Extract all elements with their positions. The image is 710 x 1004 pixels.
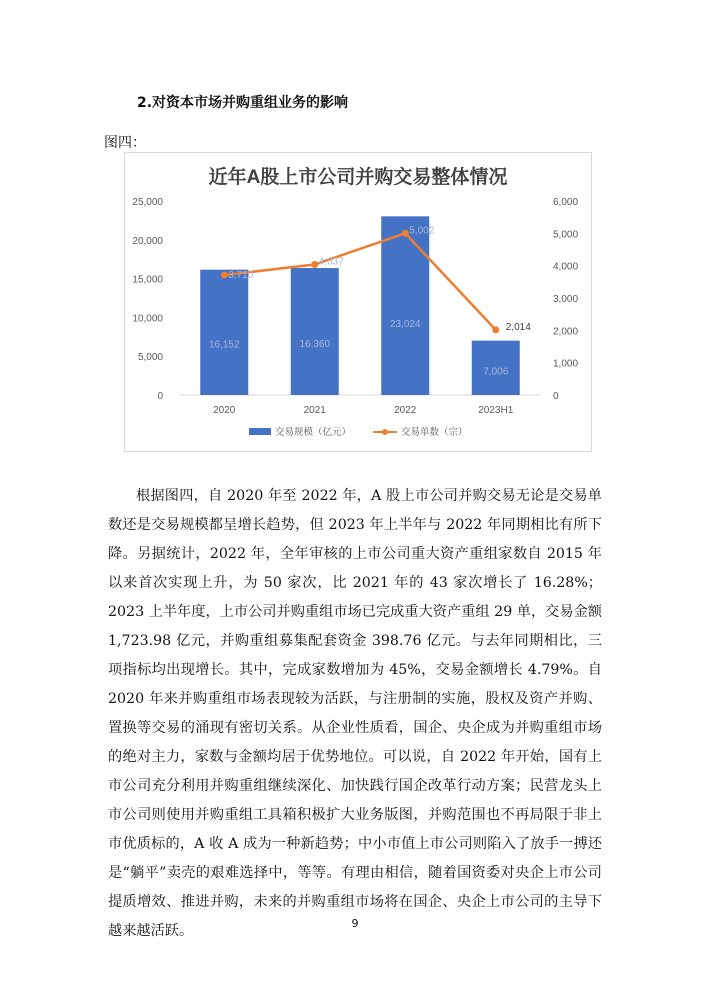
y-right-tick-label: 4,000	[553, 261, 579, 273]
line-value-label: 5,002	[409, 225, 435, 237]
legend-bar-swatch	[249, 428, 271, 435]
legend-line-label: 交易单数（宗）	[401, 427, 468, 438]
line-value-label: 4,037	[318, 256, 344, 268]
x-tick-label: 2021	[303, 405, 326, 416]
line-value-label: 3,710	[228, 270, 254, 282]
y-left-tick-label: 0	[157, 391, 163, 402]
bar	[291, 268, 339, 395]
bar	[381, 216, 429, 395]
chart-title: 近年A股上市公司并购交易整体情况	[208, 167, 508, 188]
x-tick-label: 2022	[394, 405, 417, 416]
y-right-tick-label: 0	[553, 391, 559, 402]
legend-line-marker	[382, 429, 388, 435]
bar	[200, 270, 248, 395]
y-right-tick-label: 6,000	[553, 197, 579, 208]
line-point	[402, 230, 409, 237]
bar-value-label: 23,024	[389, 319, 421, 331]
bar-value-label: 16,360	[299, 338, 331, 350]
y-right-tick-label: 2,000	[553, 326, 579, 338]
y-left-tick-label: 15,000	[132, 274, 163, 286]
line-point	[311, 261, 318, 268]
line-series-path	[224, 233, 496, 330]
x-tick-label: 2023H1	[478, 405, 514, 416]
y-left-tick-label: 25,000	[132, 197, 163, 208]
x-tick-label: 2020	[213, 405, 236, 416]
y-right-tick-label: 1,000	[553, 358, 579, 370]
bar-value-label: 16,152	[208, 339, 240, 351]
figure-label: 图四：	[104, 135, 146, 151]
page-number: 9	[351, 917, 359, 930]
y-right-tick-label: 5,000	[553, 229, 579, 241]
legend-bar-label: 交易规模（亿元）	[275, 427, 352, 438]
chart-svg	[125, 153, 591, 451]
y-left-tick-label: 10,000	[132, 313, 163, 325]
chart-container	[124, 152, 592, 452]
section-heading: 2.对资本市场并购重组业务的影响	[137, 95, 349, 111]
line-point	[492, 326, 499, 333]
body-paragraph: 根据图四，自 2020 年至 2022 年，A 股上市公司并购交易无论是交易单数还是交易规模都呈增长趋势，但 2023 年上半年与 2022 年同期相比有所下降。另据统计，2022 年，全年审核的上市公司重大资产重组家数自 2015 年以来首次实现上升，为 50 家次，比 2021 年的 43 家次增长了 16.28%；2023 上半年度，上市公司并购重组市场已完成重大资产重组 29 单，交易金额 1,723.98 亿元，并购重组募集配套资金 398.76 亿元。与去年同期相比，三项指标均出现增长。其中，完成家数增加为 45%，交易金额增长 4.79%。自 2020 年来并购重组市场表现较为活跃，与注册制的实施，股权及资产并购、置换等交易的涌现有密切关系。从企业性质看，国企、央企成为并购重组市场的绝对主力，家数与金额均居于优势地位。可以说，自 2022 年开始，国有上市公司充分利用并购重组继续深化、加快践行国企改革行动方案；民营龙头上市公司则使用并购重组工具箱积极扩大业务版图，并购范围也不再局限于非上市优质标的，A 收 A 成为一种新趋势；中小市值上市公司则陷入了放手一搏还是“躺平”卖壳的艰难选择中，等等。有理由相信，随着国资委对央企上市公司提质增效、推进并购，未来的并购重组市场将在国企、央企上市公司的主导下越来越活跃。	[108, 488, 602, 939]
y-left-tick-label: 20,000	[132, 235, 163, 247]
y-right-tick-label: 3,000	[553, 294, 579, 305]
bar-value-label: 7,006	[483, 366, 509, 378]
y-left-tick-label: 5,000	[137, 352, 163, 364]
line-point	[221, 272, 228, 279]
line-value-label: 2,014	[505, 321, 531, 333]
